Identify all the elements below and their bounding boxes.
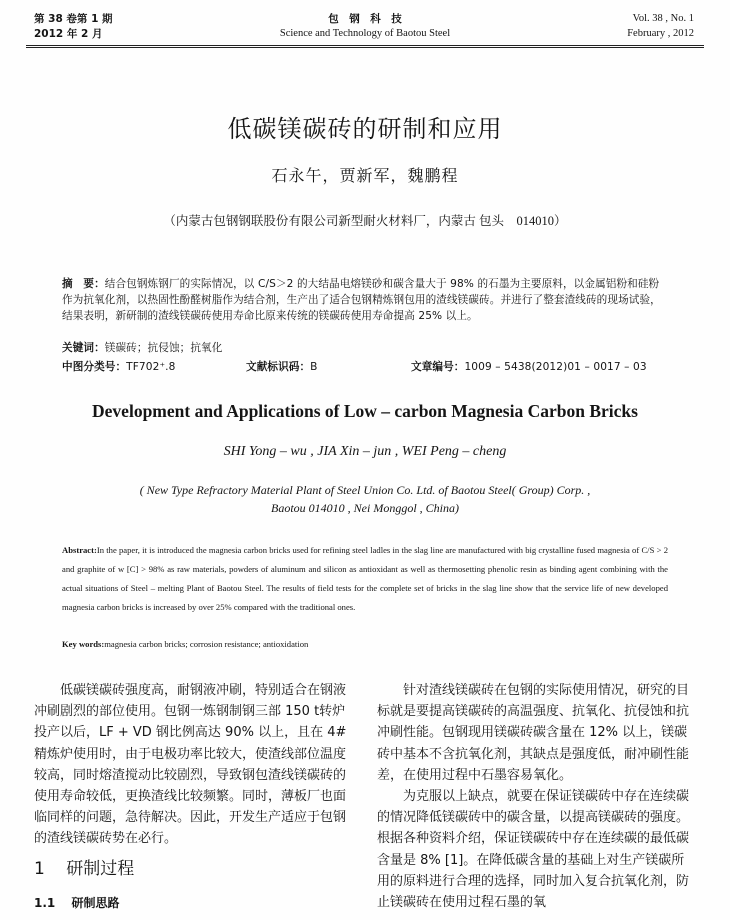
body-paragraph: 针对渣线镁碳砖在包钢的实际使用情况，研究的目标就是要提高镁碳砖的高温强度、抗氧化、抗侵蚀和抗冲刷性能。包钢现用镁碳砖碳含量在 12% 以上，镁碳砖中基本不含抗氧化剂，其缺点是强度低，耐冲刷性能差，在使用过程中石墨容易氧化。 (377, 683, 690, 783)
journal-name-en: Science and Technology of Baotou Steel (279, 28, 451, 39)
class-number-label: 中图分类号： (62, 361, 127, 373)
abstract-en-label: Abstract: (62, 545, 97, 555)
keywords-en-label: Key words: (62, 639, 105, 649)
doc-code (246, 359, 318, 375)
header-rule (26, 45, 704, 46)
abstract-cn (62, 276, 668, 324)
doc-code-label: 文献标识码： (246, 361, 311, 373)
keywords-en (62, 635, 668, 654)
authors-en: SHI Yong – wu , JIA Xin – jun , WEI Peng – cheng (223, 444, 507, 459)
journal-volume-cn: 第 38 卷第 1 期 (34, 13, 113, 25)
section-title: 研制过程 (66, 859, 135, 879)
body-left-column (34, 680, 350, 850)
article-number (411, 359, 647, 375)
affiliation-cn: （内蒙古包钢钢联股份有限公司新型耐火材料厂，内蒙古 包头 014010） (163, 214, 567, 228)
journal-date-en: February , 2012 (627, 28, 694, 39)
subsection-title: 研制思路 (71, 896, 120, 910)
journal-volume-en: Vol. 38 , No. 1 (632, 13, 694, 24)
journal-name-cn: 包 钢 科 技 (328, 13, 402, 25)
abstract-en (62, 541, 668, 617)
doc-code-value: B (310, 361, 318, 373)
journal-date-cn: 2012 年 2 月 (34, 28, 103, 40)
paper-title-en: Development and Applications of Low – carbon Magnesia Carbon Bricks (92, 401, 638, 421)
abstract-en-text: In the paper, it is introduced the magnesia carbon bricks used for refining steel ladles in the slag line are manufactured with big crystalline fused magnesia of C/S > 2 and graphite of w [C] > 98% as raw materials, powders of aluminum and silicon as antioxidant as well as thermosetting phenolic resin as binding agent combining with the actual situations of Steel – melting Plant of Baotou Steel. The results of field tests for the complete set of bricks in the slag line show that the service life of new developed magnesia carbon bricks is increased by over 25% compared with the traditional ones. (62, 545, 668, 612)
authors-cn: 石永午，贾新军，魏鹏程 (271, 168, 459, 185)
abstract-cn-text: 结合包钢炼钢厂的实际情况，以 C/S＞2 的大结晶电熔镁砂和碳含量大于 98% 的石墨为主要原料，以金属铝粉和硅粉作为抗氧化剂，以热固性酚醛树脂作为结合剂，生产出了适合包钢精炼钢包用的渣线镁碳砖。并进行了整套渣线砖的现场试验，结果表明，新研制的渣线镁碳砖使用寿命比原来传统的镁碳砖使用寿命提高 25% 以上。 (62, 278, 661, 322)
keywords-cn-label: 关键词： (62, 342, 105, 354)
affiliation-en-line1: ( New Type Refractory Material Plant of Steel Union Co. Ltd. of Baotou Steel( Group) Corp. , (139, 483, 591, 497)
subsection-heading-1-1 (34, 893, 119, 913)
keywords-cn (62, 340, 668, 356)
affiliation-en-line2: Baotou 014010 , Nei Monggol , China) (271, 501, 459, 515)
body-right-column (377, 680, 695, 913)
header-rule-thin (26, 47, 704, 48)
article-number-value: 1009 – 5438(2012)01 – 0017 – 03 (464, 361, 647, 373)
body-paragraph: 为克服以上缺点，就要在保证镁碳砖中存在连续碳的情况降低镁碳砖中的碳含量，以提高镁碳砖的强度。根据各种资料介绍，保证镁碳砖中存在连续碳的最低碳含量是 8% [1]。在降低碳含量的基础上对生产镁碳所用的原料进行合理的选择，同时加入复合抗氧化剂，防止镁碳砖在使用过程石墨的氧 (377, 789, 690, 911)
keywords-cn-value: 镁碳砖；抗侵蚀；抗氧化 (104, 342, 223, 354)
section-number: 1 (34, 859, 45, 879)
subsection-number: 1.1 (34, 896, 56, 910)
article-number-label: 文章编号： (411, 361, 465, 373)
class-number-value: TF702⁺.8 (126, 361, 176, 373)
class-number (62, 359, 175, 375)
body-paragraph: 低碳镁碳砖强度高，耐钢液冲刷，特别适合在钢液冲刷剧烈的部位使用。包钢一炼钢制钢三部 150 t转炉投产以后，LF + VD 钢比例高达 90% 以上，且在 4#精炼炉使用时，由于电极功率比较大，使渣线部位温度较高，同时熔渣搅动比较剧烈，导致钢包渣线镁碳砖的使用寿命较低，更换渣线比较频繁。同时，薄板厂也面临同样的问题，急待解决。因此，开发生产适应于包钢的渣线镁碳砖势在必行。 (34, 683, 347, 847)
keywords-en-value: magnesia carbon bricks; corrosion resistance; antioxidation (104, 639, 309, 649)
section-heading-1 (34, 857, 134, 881)
paper-title-cn: 低碳镁碳砖的研制和应用 (227, 115, 503, 143)
abstract-cn-label: 摘 要： (62, 278, 105, 290)
